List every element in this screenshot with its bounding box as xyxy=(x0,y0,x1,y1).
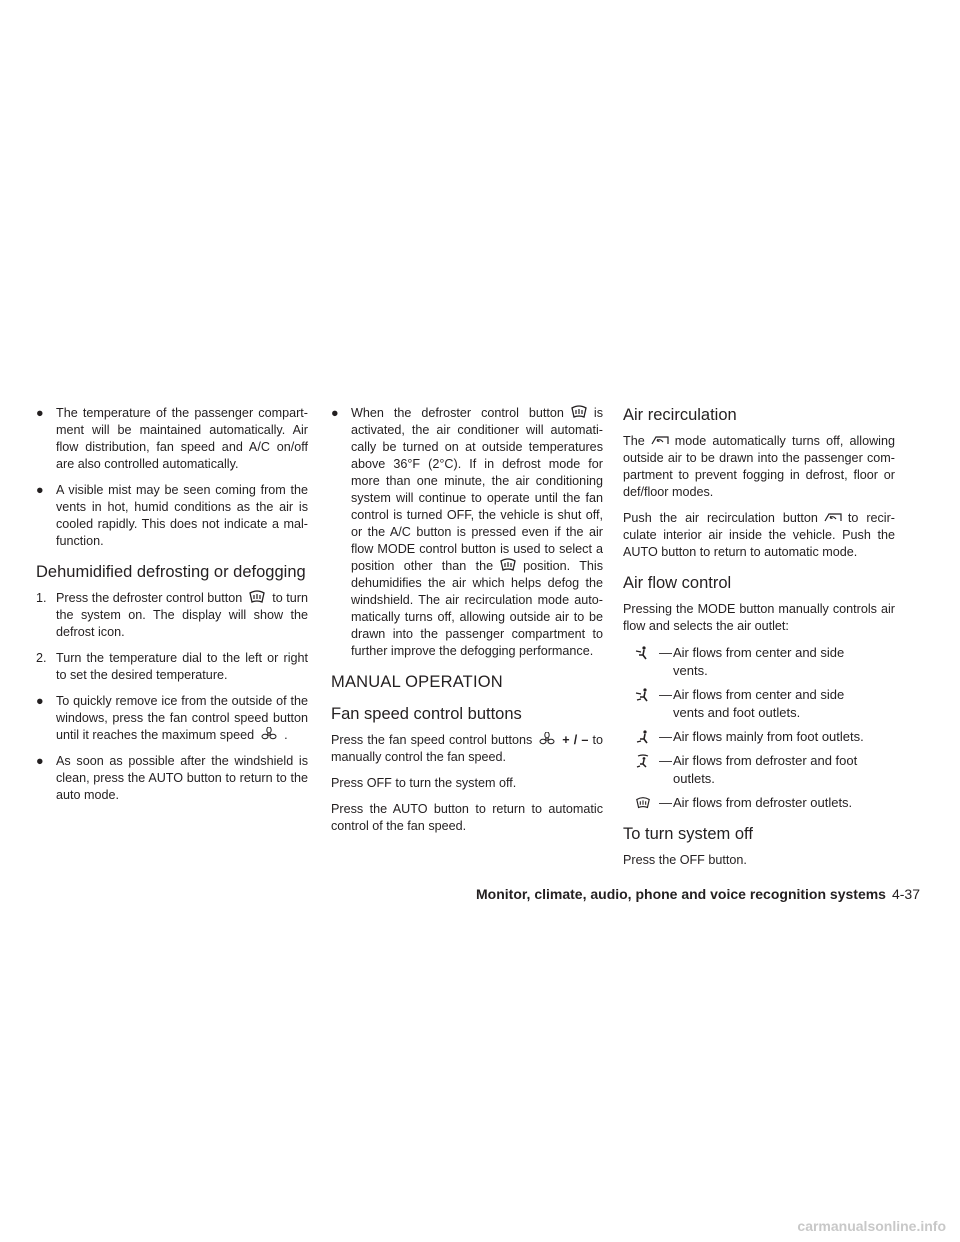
flow-text-cont: outlets. xyxy=(673,771,715,786)
bullet-dot: ● xyxy=(36,406,44,420)
bullet-item xyxy=(36,482,308,550)
dash: — xyxy=(659,753,672,768)
step-number: 2. xyxy=(36,651,47,665)
defrost-icon xyxy=(570,405,588,419)
page-number: 4-37 xyxy=(891,886,920,902)
bilevel-icon xyxy=(635,688,651,702)
flow-text-cont: vents and foot outlets. xyxy=(673,705,801,720)
section-heading-air-recirculation: Air recirculation xyxy=(623,406,737,424)
flow-mode-foot xyxy=(623,728,895,746)
section-heading-air-flow: Air flow control xyxy=(623,574,732,592)
paragraph: Press OFF to turn the system off. xyxy=(331,776,517,790)
step-item xyxy=(36,650,308,684)
defrost-icon xyxy=(635,796,651,810)
watermark: carmanualsonline.info xyxy=(797,1218,946,1234)
flow-text: Air flows mainly from foot outlets. xyxy=(673,729,864,744)
paragraph-text: The xyxy=(623,434,645,448)
dash: — xyxy=(659,687,672,702)
dash: — xyxy=(659,645,672,660)
bullet-dot: ● xyxy=(36,694,44,708)
bullet-text-end: position. This dehumidifies the air which helps defog the windshield. The air recirculation mode auto-matically turns off, allowing outside air to be drawn into the passenger compartment to further improve the defogging performance. xyxy=(351,559,603,658)
section-heading-turn-off: To turn system off xyxy=(623,825,753,843)
bullet-text: When the defroster control button xyxy=(351,406,564,420)
flow-text-cont: vents. xyxy=(673,663,708,678)
bullet-item xyxy=(36,693,308,744)
bullet-text-cont: is activated, the air conditioner will automati-cally be turned on at outside temperatures above 36°F (2°C). If in defrost mode for more than one minute, the air conditioning system will continue to operate until the fan control is turned OFF, the vehicle is shut off, or the A/C button is pressed even if the air flow MODE control button is used to select a position other than the xyxy=(351,406,603,573)
section-heading-dehumidified: Dehumidified defrosting or defogging xyxy=(36,563,306,581)
paragraph: Press the OFF button. xyxy=(623,853,747,867)
page-footer xyxy=(476,886,920,902)
step-text: Press the defroster control button xyxy=(56,591,243,605)
bullet-text: As soon as possible after the windshield is clean, press the AUTO button to return to the auto mode. xyxy=(56,754,308,802)
def-foot-icon xyxy=(635,754,651,768)
vent-icon xyxy=(635,646,651,660)
paragraph xyxy=(331,732,603,766)
paragraph-text-cont: to manually control the fan speed. xyxy=(331,733,603,764)
bullet-text: The temperature of the passenger compart-ment will be maintained automatically. Air flow distribution, fan speed and A/C on/off are also controlled automatically. xyxy=(56,406,308,471)
flow-text: Air flows from center and side xyxy=(673,645,845,660)
flow-mode-def-foot xyxy=(623,752,895,788)
bullet-dot: ● xyxy=(331,406,339,420)
defrost-icon xyxy=(248,590,266,604)
defrost-icon xyxy=(499,558,517,572)
step-item xyxy=(36,590,308,641)
paragraph: Pressing the MODE button manually controls air flow and selects the air outlet: xyxy=(623,602,895,633)
major-heading-manual-operation: MANUAL OPERATION xyxy=(331,673,503,691)
fan-icon xyxy=(538,732,556,746)
flow-mode-defrost xyxy=(623,794,895,812)
footer-title: Monitor, climate, audio, phone and voice recognition systems xyxy=(476,886,886,902)
bullet-text-end: . xyxy=(284,728,288,742)
section-heading-fan-speed: Fan speed control buttons xyxy=(331,705,522,723)
paragraph-text-cont: to recir-culate interior air inside the vehicle. Push the AUTO button to return to automatic mode. xyxy=(623,511,895,559)
column-3 xyxy=(623,405,895,878)
fan-icon xyxy=(260,727,278,741)
bullet-text: A visible mist may be seen coming from the vents in hot, humid conditions as the air is cooled rapidly. This does not indicate a mal-function. xyxy=(56,483,308,548)
step-number: 1. xyxy=(36,591,47,605)
flow-mode-vent xyxy=(623,644,895,680)
step-text-cont: to turn the system on. The display will show the defrost icon. xyxy=(56,591,308,639)
paragraph xyxy=(623,510,895,561)
flow-text: Air flows from center and side xyxy=(673,687,845,702)
bullet-item xyxy=(36,753,308,804)
paragraph-text: Press the fan speed control buttons xyxy=(331,733,533,747)
dash: — xyxy=(659,729,672,744)
bullet-item xyxy=(36,405,308,473)
foot-icon xyxy=(635,730,651,744)
flow-text: Air flows from defroster and foot xyxy=(673,753,858,768)
flow-text: Air flows from defroster outlets. xyxy=(673,795,853,810)
paragraph: Press the AUTO button to return to automatic control of the fan speed. xyxy=(331,802,603,833)
column-2 xyxy=(331,405,603,844)
paragraph-text: Push the air recirculation button xyxy=(623,511,818,525)
bullet-text: To quickly remove ice from the outside of the windows, press the fan control speed button until it reaches the maximum speed xyxy=(56,694,308,742)
recirculation-icon xyxy=(651,433,669,447)
step-text: Turn the temperature dial to the left or right to set the desired temperature. xyxy=(56,651,308,682)
bullet-item xyxy=(331,405,603,660)
paragraph-text-cont: mode automatically turns off, allowing outside air to be drawn into the passenger com-partment to prevent fogging in defrost, floor or def/floor modes. xyxy=(623,434,895,499)
flow-mode-bilevel xyxy=(623,686,895,722)
recirculation-icon xyxy=(824,510,842,524)
plus-minus-symbol: + / – xyxy=(562,733,589,747)
paragraph xyxy=(623,433,895,501)
dash: — xyxy=(659,795,672,810)
bullet-dot: ● xyxy=(36,754,44,768)
column-1 xyxy=(36,405,308,813)
bullet-dot: ● xyxy=(36,483,44,497)
